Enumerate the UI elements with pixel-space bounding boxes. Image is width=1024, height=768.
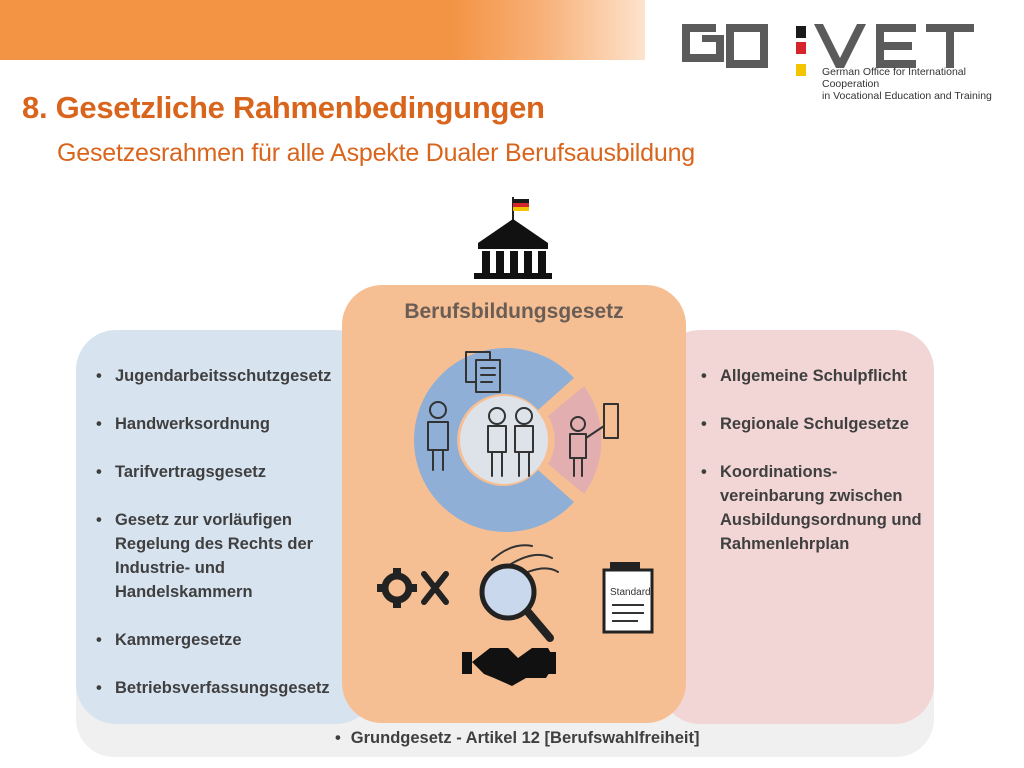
list-item: • Betriebsverfassungsgesetz (93, 676, 353, 700)
top-accent-bar (0, 0, 645, 60)
list-item: • Kammergesetze (93, 628, 353, 652)
germany-flag-icon (513, 199, 529, 211)
bullet: • (335, 729, 341, 747)
list-item: • Allgemeine Schulpflicht (698, 364, 928, 388)
list-item: • Regionale Schulgesetze (698, 412, 928, 436)
list-item: • Tarifvertragsgesetz (93, 460, 353, 484)
logo-tagline-line2: in Vocational Education and Training (822, 90, 992, 102)
standard-label: Standard (610, 587, 651, 598)
training-cycle-arc-pink (548, 386, 602, 494)
grundgesetz-label: Grundgesetz - Artikel 12 [Berufswahlfreiheit] (350, 729, 700, 747)
logo-tagline-line1: German Office for International Cooperation (822, 66, 966, 90)
standard-document-icon (604, 562, 652, 632)
list-item: • Gesetz zur vorläufigen Regelung des Rechts der Industrie- und Handelskammern (93, 508, 353, 604)
center-illustration (342, 330, 686, 710)
grundgesetz-item (335, 729, 700, 748)
tools-icon (377, 568, 446, 608)
list-item: • Jugendarbeitsschutzgesetz (93, 364, 353, 388)
list-item: • Handwerksordnung (93, 412, 353, 436)
government-building-icon (470, 195, 555, 285)
slide-title: 8. Gesetzliche Rahmenbedingungen (22, 90, 545, 125)
left-laws-list (93, 364, 353, 724)
slide-subtitle: Gesetzesrahmen für alle Aspekte Dualer Berufsausbildung (57, 139, 695, 167)
right-laws-list (698, 364, 928, 580)
magnifier-icon (482, 545, 558, 638)
list-item: • Koordinations-vereinbarung zwischen Ausbildungsordnung und Rahmenlehrplan (698, 460, 928, 556)
handshake-icon (462, 648, 556, 686)
center-title: Berufsbildungsgesetz (404, 300, 624, 323)
logo-tagline (822, 66, 1022, 102)
